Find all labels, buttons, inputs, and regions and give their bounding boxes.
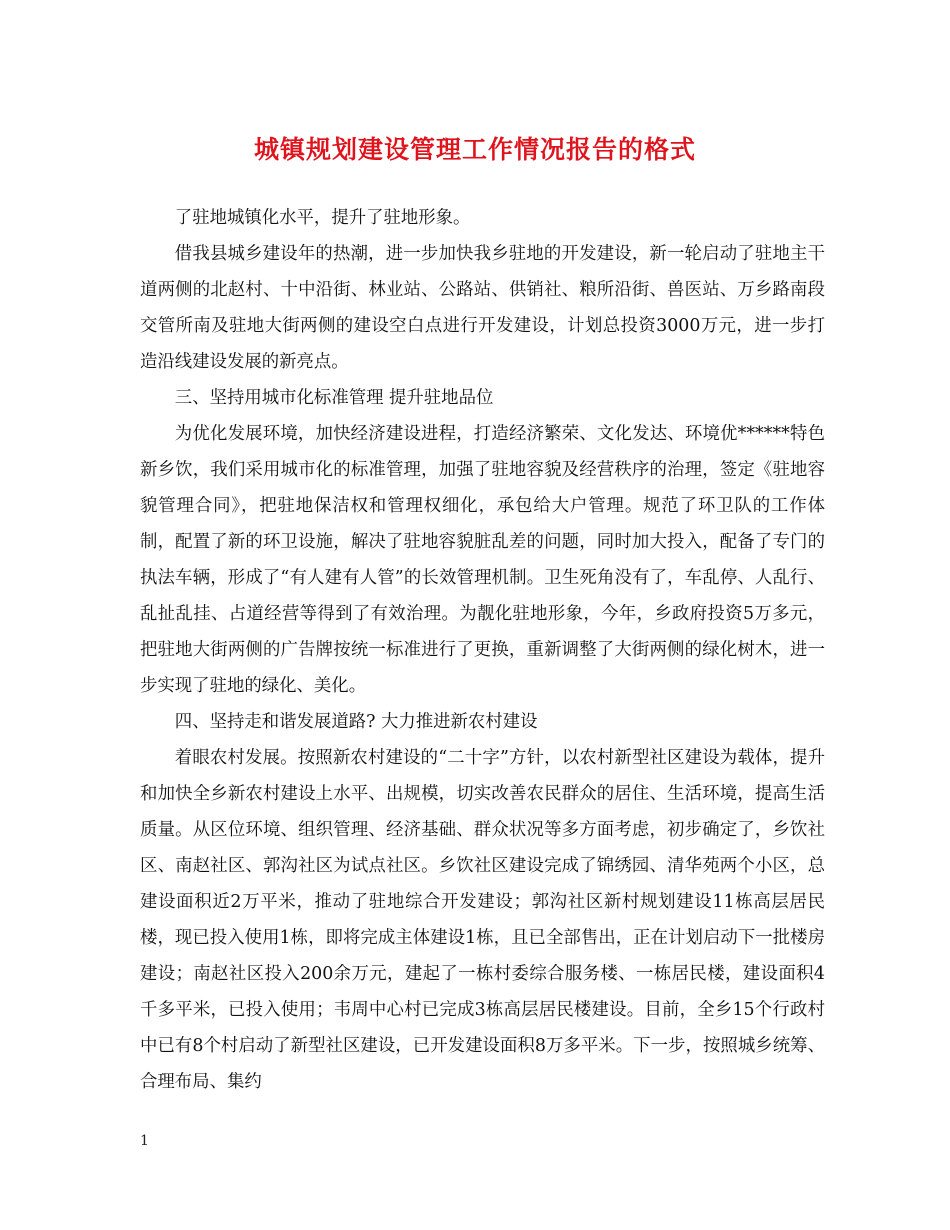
- paragraph-management: 为优化发展环境，加快经济建设进程，打造经济繁荣、文化发达、环境优******特色新乡饮，我们采用城市化的标准管理，加强了驻地容貌及经营秩序的治理，签定《驻地容貌管理合同》，把驻地保洁权和管理权细化，承包给大户管理。规范了环卫队的工作体制，配置了新的环卫设施，解决了驻地容貌脏乱差的问题，同时加大投入，配备了专门的执法车辆，形成了“有人建有人管”的长效管理机制。卫生死角没有了，车乱停、人乱行、乱扯乱挂、占道经营等得到了有效治理。为靓化驻地形象，今年，乡政府投资5万多元，把驻地大街两侧的广告牌按统一标准进行了更换，重新调整了大街两侧的绿化树木，进一步实现了驻地的绿化、美化。: [140, 424, 825, 696]
- document-title: 城镇规划建设管理工作情况报告的格式: [253, 135, 696, 164]
- paragraph-development: 借我县城乡建设年的热潮，进一步加快我乡驻地的开发建设，新一轮启动了驻地主干道两侧的北赵村、十中沿街、林业站、公路站、供销社、粮所沿街、兽医站、万乡路南段交管所南及驻地大街两侧的建设空白点进行开发建设，计划总投资3000万元，进一步打造沿线建设发展的新亮点。: [140, 244, 825, 372]
- page-number: 1: [140, 1133, 149, 1149]
- section-heading-4: 四、坚持走和谐发展道路? 大力推进新农村建设: [174, 712, 538, 732]
- document-body: [140, 200, 825, 1100]
- paragraph-intro: 了驻地城镇化水平，提升了驻地形象。: [174, 208, 471, 228]
- paragraph-rural-construction: 着眼农村发展。按照新农村建设的“二十字”方针，以农村新型社区建设为载体，提升和加快全乡新农村建设上水平、出规模，切实改善农民群众的居住、生活环境，提高生活质量。从区位环境、组织管理、经济基础、群众状况等多方面考虑，初步确定了，乡饮社区、南赵社区、郭沟社区为试点社区。乡饮社区建设完成了锦绣园、清华苑两个小区，总建设面积近2万平米，推动了驻地综合开发建设；郭沟社区新村规划建设11栋高层居民楼，现已投入使用1栋，即将完成主体建设1栋，且已全部售出，正在计划启动下一批楼房建设；南赵社区投入200余万元，建起了一栋村委综合服务楼、一栋居民楼，建设面积4千多平米，已投入使用；韦周中心村已完成3栋高层居民楼建设。目前，全乡15个行政村中已有8个村启动了新型社区建设，已开发建设面积8万多平米。下一步，按照城乡统筹、合理布局、集约: [140, 748, 825, 1092]
- section-heading-3: 三、坚持用城市化标准管理 提升驻地品位: [174, 388, 494, 408]
